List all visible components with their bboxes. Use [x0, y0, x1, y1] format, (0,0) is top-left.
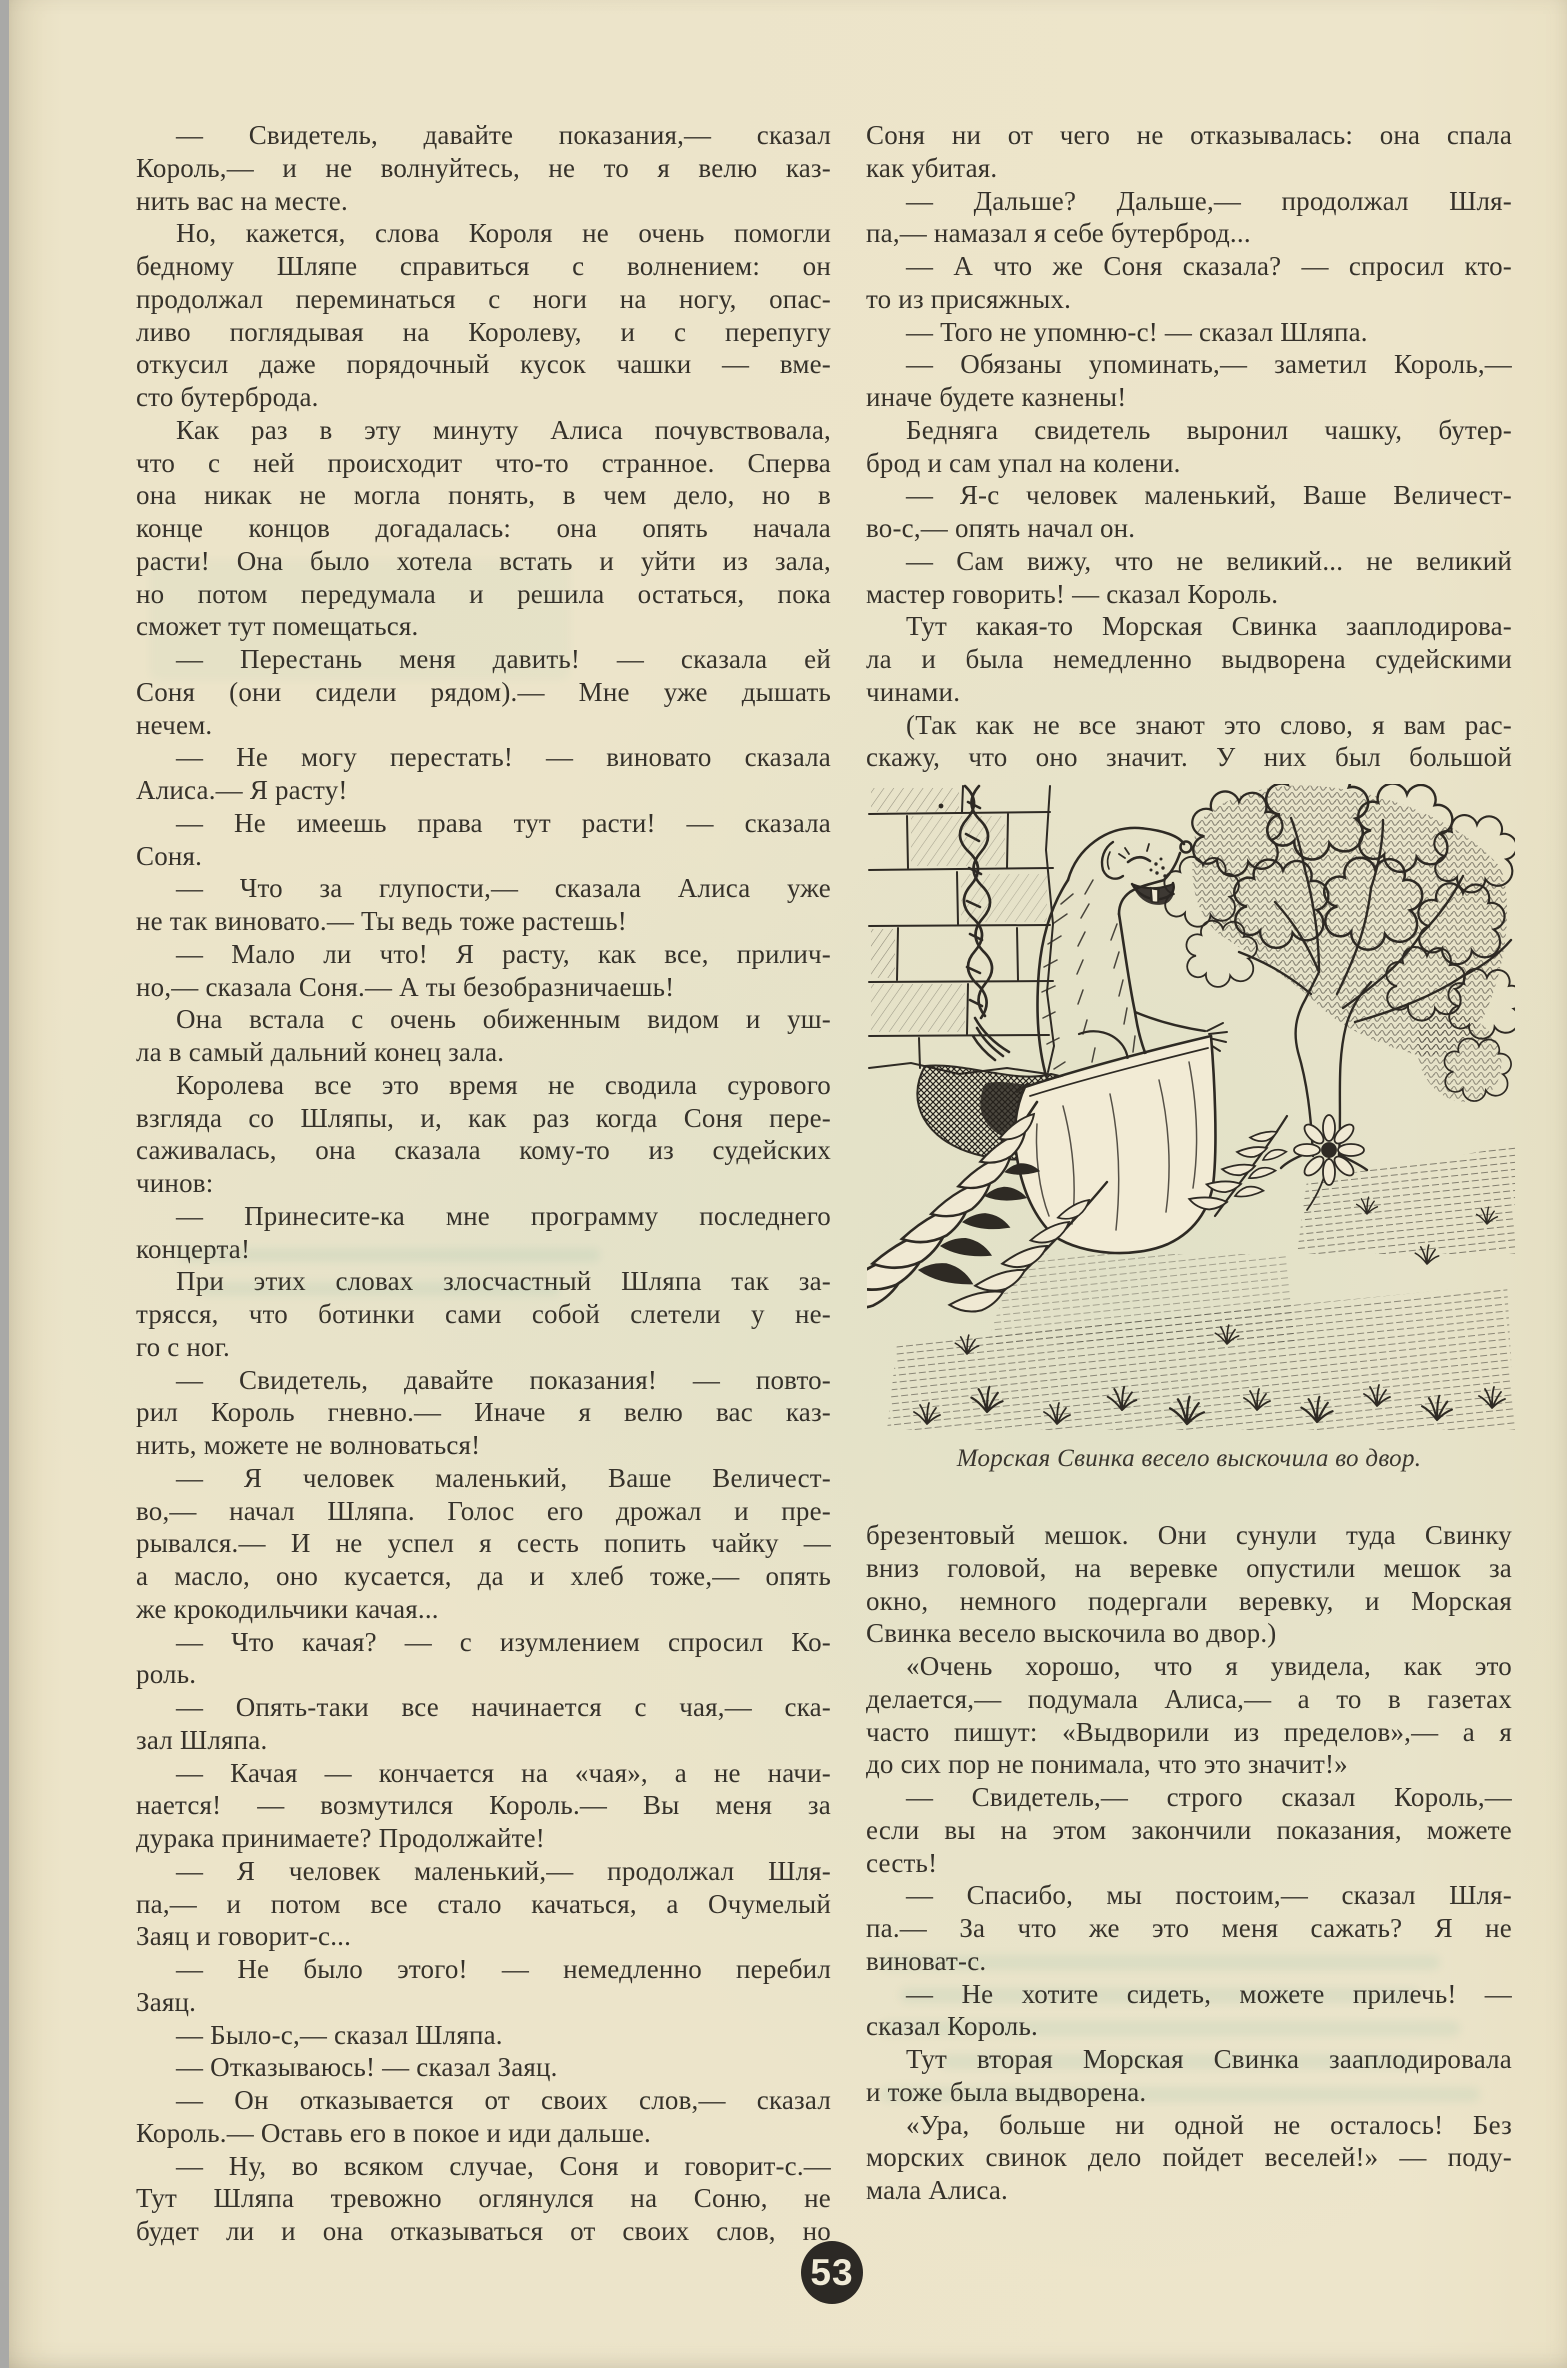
text-line: сто бутерброда. [136, 382, 319, 412]
text-line: — Я человек маленький, Ваше Величест- [176, 1462, 831, 1493]
text-line: рил Король гневно.— Иначе я велю вас каз- [136, 1397, 831, 1428]
text-line: если вы на этом закончили показания, можете [866, 1814, 1512, 1845]
text-line: При этих словах злосчастный Шляпа так за- [176, 1266, 831, 1297]
text-line: — Перестань меня давить! — сказала ей [176, 644, 831, 674]
text-line: нечем. [136, 709, 213, 740]
text-line: — Того не упомню-с! — сказал Шляпа. [906, 316, 1368, 347]
text-line: Заяц. [136, 1986, 197, 2017]
text-line: во-с,— опять начал он. [866, 513, 1136, 543]
page-number: 53 [810, 2251, 854, 2293]
text-line: — Ну, во всяком случае, Соня и говорит-с.— [176, 2150, 831, 2181]
text-line: вниз головой, на веревке опустили мешок за [866, 1552, 1512, 1583]
text-line: — Спасибо, мы постоим,— сказал Шля- [906, 1880, 1512, 1911]
text-line: концерта! [136, 1233, 251, 1264]
text-line: делается,— подумала Алиса,— а то в газетах [866, 1683, 1512, 1714]
text-line: виноват-с. [866, 1945, 987, 1976]
text-line: — Не имеешь права тут расти! — сказала [176, 807, 831, 838]
right-text-column-bottom [866, 1519, 1512, 2207]
text-line: нается! — возмутился Король.— Вы меня за [136, 1790, 831, 1821]
text-line: — Что качая? — с изумлением спросил Ко- [176, 1626, 831, 1657]
text-line: — Мало ли что! Я расту, как все, прилич- [176, 938, 831, 969]
text-line: же крокодильчики качая... [136, 1593, 439, 1624]
text-line: — Свидетель,— строго сказал Король,— [906, 1782, 1512, 1812]
text-line: Она встала с очень обиженным видом и уш- [176, 1004, 831, 1035]
text-line: — Я-с человек маленький, Ваше Величест- [906, 480, 1512, 511]
illustration-caption: Морская Свинка весело выскочила во двор. [956, 1445, 1422, 1472]
text-line: конце концов догадалась: она опять начала [136, 513, 831, 543]
text-line: — Опять-таки все начинается с чая,— ска- [176, 1692, 831, 1722]
text-line: что с ней происходит что-то странное. Сперва [136, 447, 831, 478]
text-line: па,— и потом все стало качаться, а Очумелый [136, 1888, 831, 1919]
text-line: — Было-с,— сказал Шляпа. [176, 2019, 503, 2050]
text-line: (Так как не все знают это слово, я вам рас- [906, 709, 1512, 740]
text-line: дурака принимаете? Продолжайте! [136, 1823, 545, 1853]
text-line: Соня (они сидели рядом).— Мне уже дышать [136, 676, 831, 707]
text-line: во,— начал Шляпа. Голос его дрожал и пре- [136, 1495, 831, 1526]
text-line: окно, немного подергали веревку, и Морская [866, 1585, 1512, 1616]
text-line: скажу, что оно значит. У них был большой [866, 742, 1512, 773]
text-line: продолжал переминаться с ноги на ногу, опас- [136, 283, 831, 314]
text-line: саживалась, она сказала кому-то из судейских [136, 1135, 831, 1166]
text-line: — Не было этого! — немедленно перебил [176, 1954, 831, 1984]
text-line: часто пишут: «Выдворили из пределов»,— а я [866, 1716, 1512, 1747]
text-line: бедному Шляпе справиться с волнением: он [136, 251, 831, 281]
text-line: — Обязаны упоминать,— заметил Король,— [906, 349, 1512, 380]
text-line: го с ног. [136, 1331, 230, 1362]
text-line: — Дальше? Дальше,— продолжал Шля- [906, 185, 1512, 216]
text-line: ливо поглядывая на Королеву, и с перепугу [136, 316, 831, 347]
text-line: как убитая. [866, 152, 998, 183]
text-line: мала Алиса. [866, 2175, 1008, 2205]
text-line: расти! Она было хотела встать и уйти из зала, [136, 545, 831, 576]
text-line: будет ли и она отказываться от своих слов, но [136, 2216, 831, 2246]
text-line: Алиса.— Я расту! [136, 775, 348, 805]
text-line: — Я человек маленький,— продолжал Шля- [176, 1855, 831, 1886]
text-line: Король,— и не волнуйтесь, не то я велю каз- [136, 152, 831, 183]
text-line: взгляда со Шляпы, и, как раз когда Соня пере- [136, 1102, 831, 1133]
text-line: до сих пор не понимала, что это значит!» [866, 1749, 1348, 1780]
text-line: она никак не могла понять, в чем дело, но в [136, 480, 831, 511]
text-line: мастер говорить! — сказал Король. [866, 578, 1279, 609]
text-line: Тут вторая Морская Свинка зааплодировала [906, 2044, 1512, 2074]
text-line: чинами. [866, 676, 961, 707]
text-line: Тут какая-то Морская Свинка зааплодирова- [906, 611, 1512, 642]
text-line: Бедняга свидетель выронил чашку, бутер- [906, 414, 1512, 445]
text-line: Заяц и говорит-с... [136, 1921, 352, 1952]
text-line: брод и сам упал на колени. [866, 447, 1181, 478]
text-line: «Ура, больше ни одной не осталось! Без [906, 2109, 1512, 2140]
text-line: сможет тут помещаться. [136, 611, 419, 642]
text-line: откусил даже порядочный кусок чашки — вме- [136, 349, 831, 380]
text-line: Король.— Оставь его в покое и иди дальше. [136, 2117, 651, 2148]
text-line: ла и была немедленно выдворена судейскими [866, 644, 1512, 674]
text-line: нить вас на месте. [136, 185, 348, 216]
guinea-pig-illustration [867, 784, 1515, 1430]
text-line: — Свидетель, давайте показания,— сказал [176, 120, 831, 150]
text-line: «Очень хорошо, что я увидела, как это [906, 1651, 1512, 1681]
text-line: — Он отказывается от своих слов,— сказал [176, 2085, 831, 2115]
text-line: брезентовый мешок. Они сунули туда Свинку [866, 1520, 1512, 1550]
text-line: чинов: [136, 1168, 214, 1198]
text-line: — Не могу перестать! — виновато сказала [176, 742, 831, 773]
text-line: — А что же Соня сказала? — спросил кто- [906, 251, 1512, 281]
text-line: Соня ни от чего не отказывалась: она спала [866, 120, 1512, 150]
text-line: — Принесите-ка мне программу последнего [176, 1200, 831, 1231]
scanner-edge [0, 0, 9, 2368]
text-line: зал Шляпа. [136, 1724, 268, 1755]
text-line: роль. [136, 1659, 197, 1690]
text-line: Тут Шляпа тревожно оглянулся на Соню, не [136, 2183, 831, 2214]
text-line: Но, кажется, слова Короля не очень помогли [176, 218, 831, 249]
text-line: не так виновато.— Ты ведь тоже растешь! [136, 906, 627, 936]
text-line: Свинка весело выскочила во двор.) [866, 1618, 1277, 1649]
text-line: — Что за глупости,— сказала Алиса уже [176, 873, 831, 904]
guinea-pig-illustration-svg [867, 784, 1515, 1430]
text-line: па,— намазал я себе бутерброд... [866, 218, 1251, 249]
text-line: но потом передумала и решила остаться, пока [136, 578, 831, 609]
text-line: — Сам вижу, что не великий... не великий [906, 545, 1512, 576]
text-line: сесть! [866, 1847, 938, 1878]
text-line: то из присяжных. [866, 283, 1072, 314]
left-text-column [136, 119, 831, 2248]
text-line: а масло, оно кусается, да и хлеб тоже,— опять [136, 1561, 831, 1591]
text-line: — Качая — кончается на «чая», а не начи- [176, 1757, 831, 1788]
text-line: рывался.— И не успел я сесть попить чайку — [136, 1528, 831, 1559]
text-line: Королева все это время не сводила сурового [176, 1069, 831, 1100]
text-line: Как раз в эту минуту Алиса почувствовала, [176, 414, 831, 445]
text-line: ла в самый дальний конец зала. [136, 1037, 505, 1067]
text-line: трясся, что ботинки сами собой слетели у не- [136, 1299, 831, 1329]
text-line: и тоже была выдворена. [866, 2076, 1147, 2107]
text-line: — Свидетель, давайте показания! — повто- [176, 1364, 831, 1395]
page-number-badge [801, 2241, 863, 2304]
text-line: иначе будете казнены! [866, 382, 1127, 412]
text-line: но,— сказала Соня.— А ты безобразничаешь! [136, 971, 675, 1002]
text-line: — Отказываюсь! — сказал Заяц. [176, 2052, 558, 2083]
text-line: Соня. [136, 840, 203, 871]
text-line: па.— За что же это меня сажать? Я не [866, 1913, 1512, 1943]
text-line: сказал Король. [866, 2011, 1038, 2042]
text-line: нить, можете не волноваться! [136, 1430, 481, 1460]
right-text-column-top [866, 119, 1512, 774]
text-line: морских свинок дело пойдет веселей!» — поду- [866, 2142, 1512, 2173]
text-line: — Не хотите сидеть, можете прилечь! — [906, 1978, 1512, 2009]
